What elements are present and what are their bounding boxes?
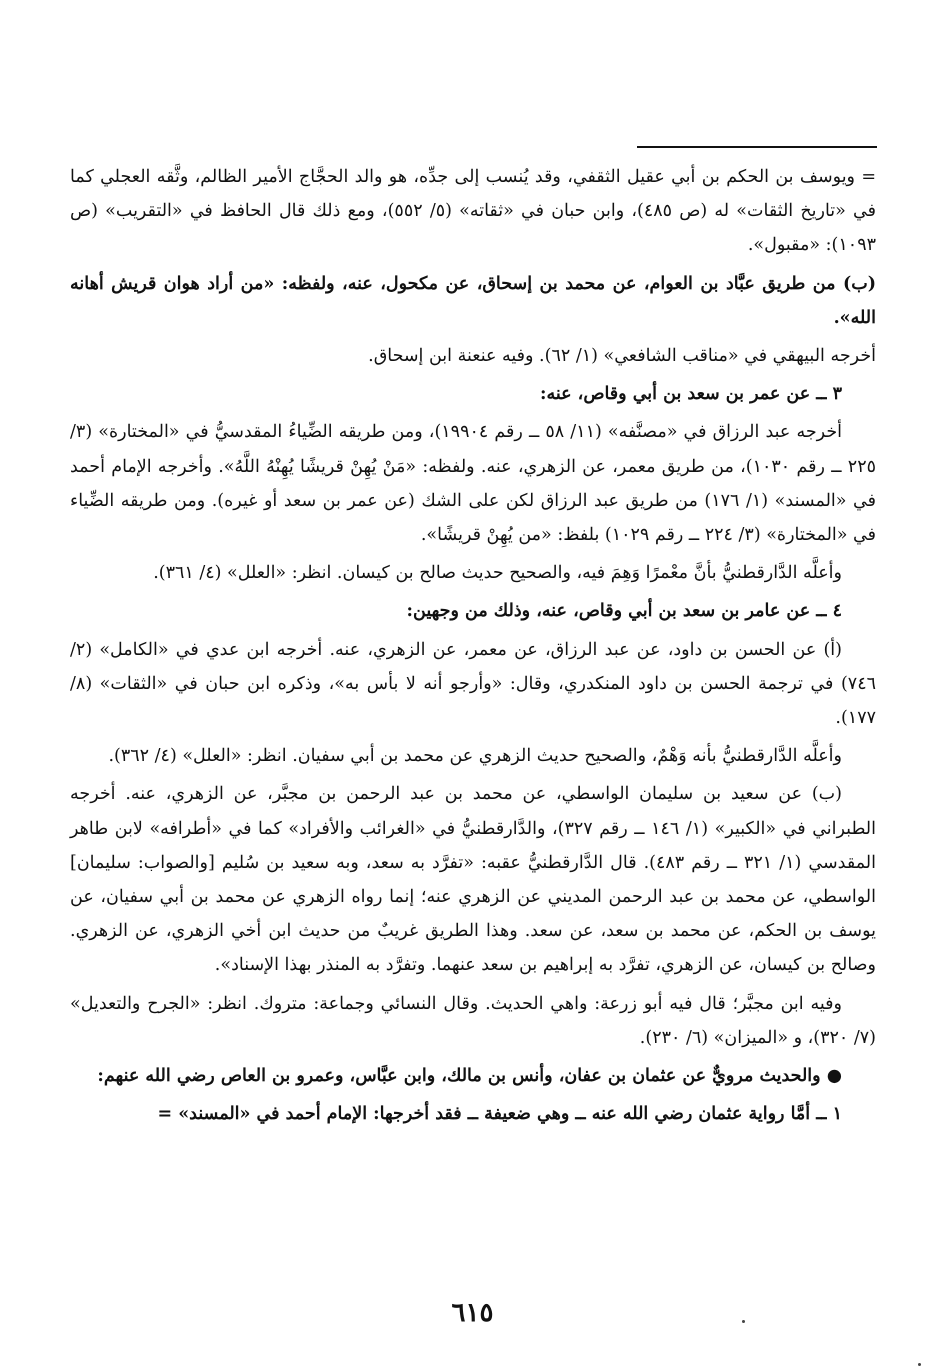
paragraph: وفيه ابن مجبَّر؛ قال فيه أبو زرعة: واهي الحديث. وقال النسائي وجماعة: متروك. انظر: «الجرح والتعديل» (٧/ ٣٢٠)، و «الميزان» (٦/ ٢٣٠). [70,993,876,1048]
scan-speck [742,1320,745,1323]
paragraph: وأعلَّه الدَّارقطنيُّ بأنَّ معْمرًا وَهِمَ فيه، والصحيح حديث صالح بن كيسان. انظر: «العلل» (٤/ ٣٦١). [153,563,842,584]
section-heading: ٤ ــ عن عامر بن سعد بن أبي وقاص، عنه، وذلك من وجهين: [406,601,842,622]
paragraph: (ب) عن سعيد بن سليمان الواسطي، عن محمد بن عبد الرحمن بن مجبَّر، عن الزهري، عنه. أخرجه الطبراني في «الكبير» (١/ ١٤٦ ــ رقم ٣٢٧)، والدَّارقطنيُّ في «الغرائب والأفراد» كما في «أطرافه» لابن طاهر المقدسي (١/ ٣٢١ ــ رقم ٤٨٣). قال الدَّارقطنيُّ عقبه: «تفرَّد به سعد، وبه سعيد بن سُليم [والصواب: سليمان] الواسطي، عن محمد بن عبد الرحمن المديني عن الزهري عنه؛ إنما رواه الزهري عن محمد بن أبي سفيان، عن يوسف بن الحكم، عن محمد بن سعد، عن سعد. وهذا الطريق غريبٌ من حديث ابن أخي الزهري، عن الزهري. وصالح بن كيسان، عن الزهري، تفرَّد به إبراهيم بن سعد عنهما. وتفرَّد به المنذر بهذا الإسناد». [70,784,877,976]
paragraph: أخرجه البيهقي في «مناقب الشافعي» (١/ ٦٢). وفيه عنعنة ابن إسحاق. [368,346,876,367]
paragraph: (ب) من طريق عبَّاد بن العوام، عن محمد بن إسحاق، عن مكحول، عنه، ولفظه: «من أراد هوان قريش أهانه الله». [70,273,876,328]
footnote-body [70,160,876,1135]
section-heading: ● والحديث مرويٌّ عن عثمان بن عفان، وأنس بن مالك، وابن عبَّاس، وعمرو بن العاص رضي الله عنهم: [97,1066,842,1087]
paragraph: = ويوسف بن الحكم بن أبي عقيل الثقفي، وقد يُنسب إلى جدِّه، هو والد الحجَّاج الأمير الظالم، وثَّقه العجلي كما في «تاريخ الثقات» له (ص ٤٨٥)، وابن حبان في «ثقاته» (٥/ ٥٥٢)، ومع ذلك قال الحافظ في «التقريب» (ص ١٠٩٣): «مقبول». [70,167,877,256]
paragraph: أخرجه عبد الرزاق في «مصنَّفه» (١١/ ٥٨ ــ رقم ١٩٩٠٤)، ومن طريقه الضِّياءُ المقدسيُّ في «المختارة» (٣/ ٢٢٥ ــ رقم ١٠٣٠)، من طريق معمر، عن الزهري، عنه. ولفظه: «مَنْ يُهِنْ قريشًا يُهِنْهُ اللَّهُ». وأخرجه الإمام أحمد في «المسند» (١/ ١٧٦) من طريق عبد الرزاق لكن على الشك (عن عمر بن سعد أو غيره). ومن طريقه الضِّياء في «المختارة» (٣/ ٢٢٤ ــ رقم ١٠٢٩) بلفظ: «من يُهِنْ قريشًا». [70,422,876,546]
footnote-separator [637,146,877,148]
section-heading: ٣ ــ عن عمر بن سعد بن أبي وقاص، عنه: [540,384,842,405]
scan-speck [918,1363,921,1366]
section-heading: ١ ــ أمَّا رواية عثمان رضي الله عنه ــ وهي ضعيفة ــ فقد أخرجها: الإمام أحمد في «المسند» = [157,1104,842,1125]
paragraph: وأعلَّه الدَّارقطنيُّ بأنه وَهْمٌ، والصحيح حديث الزهري عن محمد بن أبي سفيان. انظر: «العلل» (٤/ ٣٦٢). [108,746,842,767]
paragraph: (أ) عن الحسن بن داود، عن عبد الرزاق، عن معمر، عن الزهري، عنه. أخرجه ابن عدي في «الكامل» (٢/ ٧٤٦) في ترجمة الحسن بن داود المنكدري، وقال: «وأرجو أنه لا بأس به»، وذكره ابن حبان في «الثقات» (٨/ ١٧٧). [70,639,876,729]
page-number: ٦١٥ [451,1298,494,1328]
